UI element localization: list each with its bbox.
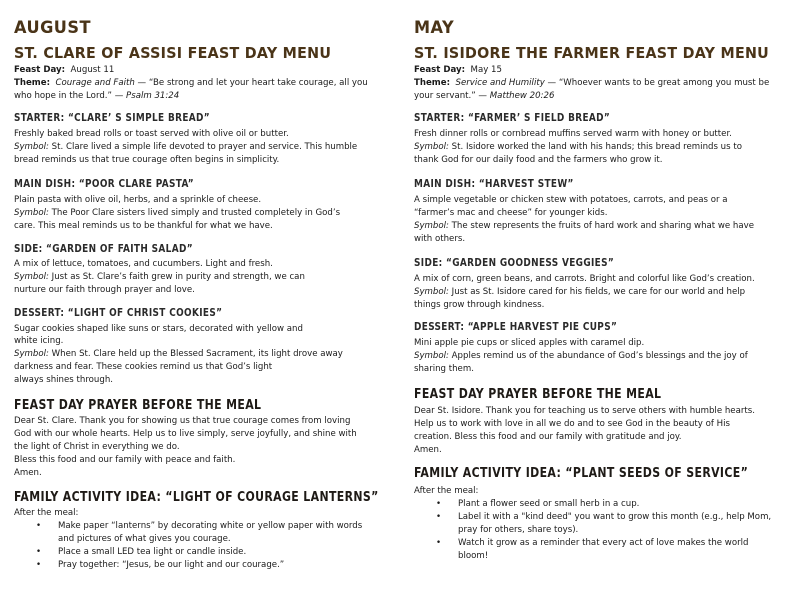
dessert-heading: DESSERT: “APPLE HARVEST PIE CUPS” xyxy=(414,320,618,333)
main-dish-symbol: Symbol: The Poor Clare sisters lived simply and trusted completely in God’s xyxy=(14,208,341,218)
theme: Theme: Courage and Faith — “Be strong and let your heart take courage, all you xyxy=(14,78,368,88)
side-symbol: Symbol: Just as St. Isidore cared for his fields, we care for our world and help xyxy=(414,287,746,297)
prayer-line: the light of Christ in everything we do. xyxy=(14,442,180,452)
menu-title: ST. ISIDORE THE FARMER FEAST DAY MENU xyxy=(414,44,770,62)
side-heading: SIDE: “GARDEN GOODNESS VEGGIES” xyxy=(414,256,615,269)
dessert-desc: Sugar cookies shaped like suns or stars, decorated with yellow and xyxy=(14,324,303,334)
activity-intro: After the meal: xyxy=(414,486,479,496)
dessert-symbol-cont2: always shines through. xyxy=(14,375,113,385)
starter-symbol-cont: thank God for our daily food and the farmers who grow it. xyxy=(414,155,663,165)
activity-item: Place a small LED tea light or candle inside. xyxy=(58,547,247,557)
side-desc: A mix of lettuce, tomatoes, and cucumbers. Light and fresh. xyxy=(14,259,273,269)
bullet-icon: • xyxy=(436,499,442,509)
main-dish-desc: A simple vegetable or chicken stew with potatoes, carrots, and peas or a xyxy=(414,195,728,205)
side-symbol: Symbol: Just as St. Clare’s faith grew in purity and strength, we can xyxy=(14,272,305,282)
side-symbol-cont: nurture our faith through prayer and love. xyxy=(14,285,195,295)
prayer-line: Dear St. Clare. Thank you for showing us that true courage comes from loving xyxy=(14,416,351,426)
bullet-icon: • xyxy=(36,560,42,570)
main-dish-desc: Plain pasta with olive oil, herbs, and a sprinkle of cheese. xyxy=(14,195,262,205)
starter-heading: STARTER: “CLARE’ S SIMPLE BREAD” xyxy=(14,111,210,124)
activity-heading: FAMILY ACTIVITY IDEA: “PLANT SEEDS OF SERVICE” xyxy=(414,465,749,481)
side-heading: SIDE: “GARDEN OF FAITH SALAD” xyxy=(14,242,193,255)
dessert-desc: Mini apple pie cups or sliced apples with caramel dip. xyxy=(414,338,645,348)
prayer-heading: FEAST DAY PRAYER BEFORE THE MEAL xyxy=(14,397,262,413)
dessert-symbol: Symbol: Apples remind us of the abundance of God’s blessings and the joy of xyxy=(414,351,748,361)
activity-item: Plant a flower seed or small herb in a cup. xyxy=(458,499,640,509)
activity-item-cont: and pictures of what gives you courage. xyxy=(58,534,231,544)
activity-item-cont: pray for others, share toys). xyxy=(458,525,579,535)
activity-item-cont: bloom! xyxy=(458,551,489,561)
dessert-symbol: Symbol: When St. Clare held up the Blessed Sacrament, its light drove away xyxy=(14,349,343,359)
starter-symbol: Symbol: St. Isidore worked the land with his hands; this bread reminds us to xyxy=(414,142,742,152)
starter-desc: Freshly baked bread rolls or toast served with olive oil or butter. xyxy=(14,129,289,139)
starter-symbol-cont: bread reminds us that true courage often begins in simplicity. xyxy=(14,155,280,165)
main-dish-symbol-cont: care. This meal reminds us to be thankful for what we have. xyxy=(14,221,273,231)
bullet-icon: • xyxy=(36,521,42,531)
bullet-icon: • xyxy=(436,512,442,522)
main-dish-symbol: Symbol: The stew represents the fruits of hard work and sharing what we have xyxy=(414,221,755,231)
activity-item: Make paper “lanterns” by decorating white or yellow paper with words xyxy=(58,521,363,531)
activity-intro: After the meal: xyxy=(14,508,79,518)
month-heading: MAY xyxy=(414,18,455,38)
theme-continued: who hope in the Lord.” — Psalm 31:24 xyxy=(14,91,180,101)
starter-symbol: Symbol: St. Clare lived a simple life devoted to prayer and service. This humble xyxy=(14,142,358,152)
prayer-heading: FEAST DAY PRAYER BEFORE THE MEAL xyxy=(414,386,662,402)
main-dish-symbol-cont: with others. xyxy=(414,234,466,244)
main-dish-desc-cont: “farmer’s mac and cheese” for younger kids. xyxy=(414,208,608,218)
main-dish-heading: MAIN DISH: “HARVEST STEW” xyxy=(414,177,574,190)
bullet-icon: • xyxy=(436,538,442,548)
dessert-symbol-cont: darkness and fear. These cookies remind us that God’s light xyxy=(14,362,273,372)
prayer-line: Dear St. Isidore. Thank you for teaching us to serve others with humble hearts. xyxy=(414,406,755,416)
theme: Theme: Service and Humility — “Whoever wants to be great among you must be xyxy=(414,78,770,88)
side-desc: A mix of corn, green beans, and carrots. Bright and colorful like God’s creation. xyxy=(414,274,755,284)
prayer-line: God with our whole hearts. Help us to live simply, serve joyfully, and shine with xyxy=(14,429,357,439)
dessert-desc-cont: white icing. xyxy=(14,336,64,346)
activity-item: Watch it grow as a reminder that every act of love makes the world xyxy=(458,538,749,548)
activity-item: Pray together: “Jesus, be our light and our courage.” xyxy=(58,560,285,570)
bullet-icon: • xyxy=(36,547,42,557)
prayer-line: Help us to work with love in all we do and to see God in the beauty of His xyxy=(414,419,730,429)
prayer-line: creation. Bless this food and our family with gratitude and joy. xyxy=(414,432,682,442)
feast-day: Feast Day: August 11 xyxy=(14,65,115,75)
prayer-amen: Amen. xyxy=(414,445,442,455)
activity-item: Label it with a "kind deed" you want to grow this month (e.g., help Mom, xyxy=(458,512,772,522)
prayer-line: Bless this food and our family with peace and faith. xyxy=(14,455,236,465)
theme-continued: your servant.” — Matthew 20:26 xyxy=(414,91,555,101)
dessert-heading: DESSERT: “LIGHT OF CHRIST COOKIES” xyxy=(14,306,223,319)
main-dish-heading: MAIN DISH: “POOR CLARE PASTA” xyxy=(14,177,194,190)
starter-heading: STARTER: “FARMER’ S FIELD BREAD” xyxy=(414,111,611,124)
feast-day: Feast Day: May 15 xyxy=(414,65,502,75)
starter-desc: Fresh dinner rolls or cornbread muffins served warm with honey or butter. xyxy=(414,129,732,139)
prayer-amen: Amen. xyxy=(14,468,42,478)
dessert-symbol-cont: sharing them. xyxy=(414,364,474,374)
menu-title: ST. CLARE OF ASSISI FEAST DAY MENU xyxy=(14,44,332,62)
month-heading: AUGUST xyxy=(14,18,91,38)
activity-heading: FAMILY ACTIVITY IDEA: “LIGHT OF COURAGE LANTERNS” xyxy=(14,489,379,505)
side-symbol-cont: things grow through kindness. xyxy=(414,300,545,310)
